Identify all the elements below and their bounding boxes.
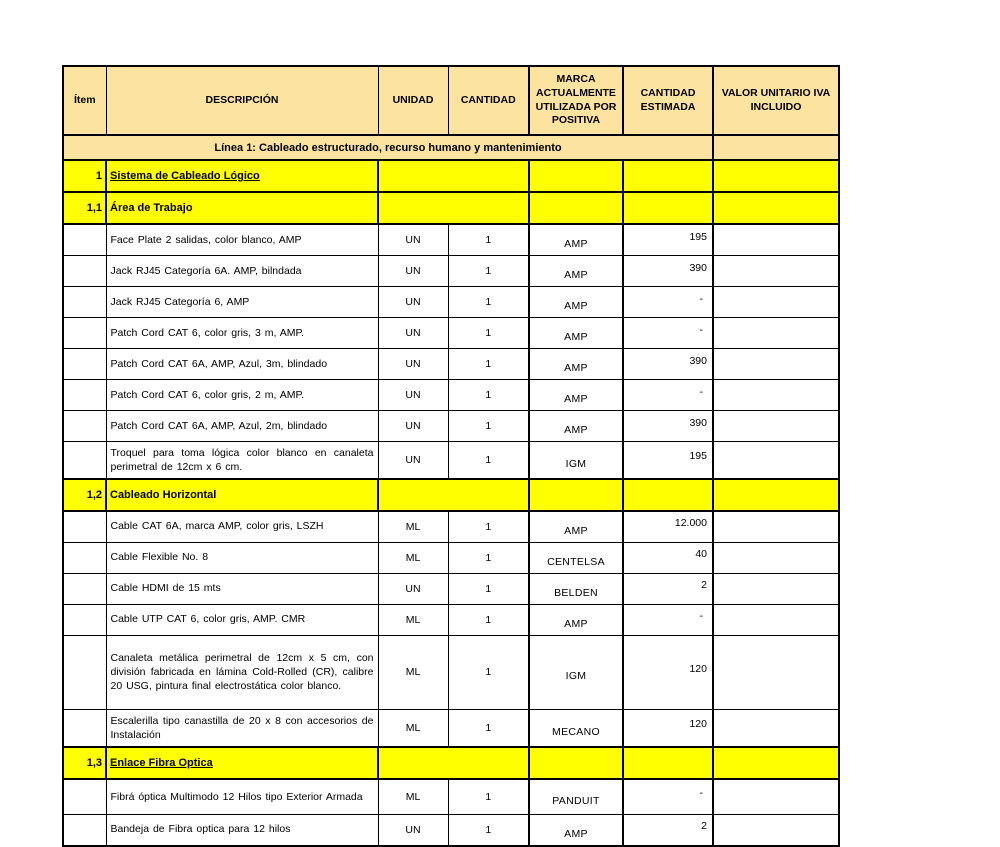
cell-unidad: UN [378, 287, 448, 318]
cell-unidad: ML [378, 511, 448, 543]
cell-valor-unitario [713, 709, 839, 747]
cell-valor-unitario [713, 814, 839, 846]
cell-descripcion: Cable CAT 6A, marca AMP, color gris, LSZH [106, 511, 378, 543]
cell-item-number [63, 779, 106, 814]
cell-marca: AMP [529, 318, 623, 349]
cell-descripcion: Cable HDMI de 15 mts [106, 573, 378, 604]
cell-cantidad-estimada: 195 [623, 224, 713, 256]
table-row [63, 604, 839, 635]
cell-item-number [63, 287, 106, 318]
section-empty-unidad-cantidad [378, 479, 529, 511]
table-row [63, 411, 839, 442]
cell-unidad: ML [378, 604, 448, 635]
section-item-number: 1 [63, 160, 106, 192]
cell-cantidad-estimada: 195 [623, 442, 713, 479]
cell-unidad: ML [378, 709, 448, 747]
section-row [63, 192, 839, 224]
cell-cantidad-estimada: 12.000 [623, 511, 713, 543]
cell-unidad: UN [378, 380, 448, 411]
cell-cantidad-estimada: 2 [623, 814, 713, 846]
section-empty-unidad-cantidad [378, 192, 529, 224]
cell-descripcion: Bandeja de Fibra optica para 12 hilos [106, 814, 378, 846]
cell-valor-unitario [713, 256, 839, 287]
section-empty-unidad-cantidad [378, 160, 529, 192]
cell-valor-unitario [713, 318, 839, 349]
cell-cantidad-estimada: 2 [623, 573, 713, 604]
cell-cantidad-estimada: 40 [623, 542, 713, 573]
table-row [63, 573, 839, 604]
cell-unidad: UN [378, 318, 448, 349]
cell-cantidad: 1 [448, 604, 529, 635]
cell-valor-unitario [713, 380, 839, 411]
section-empty-marca [529, 192, 623, 224]
section-empty-marca [529, 160, 623, 192]
cell-cantidad: 1 [448, 779, 529, 814]
column-header-item: Ítem [63, 66, 106, 135]
cell-unidad: ML [378, 635, 448, 709]
cell-marca: AMP [529, 814, 623, 846]
section-empty-valor [713, 192, 839, 224]
cell-item-number [63, 318, 106, 349]
table-row [63, 256, 839, 287]
cell-descripcion: Cable UTP CAT 6, color gris, AMP. CMR [106, 604, 378, 635]
table-row [63, 318, 839, 349]
cell-valor-unitario [713, 511, 839, 543]
cell-item-number [63, 542, 106, 573]
column-header-cantidad: CANTIDAD [448, 66, 529, 135]
table-row [63, 511, 839, 543]
section-row [63, 479, 839, 511]
cell-unidad: UN [378, 411, 448, 442]
cell-marca: IGM [529, 442, 623, 479]
section-title: Área de Trabajo [106, 192, 378, 224]
table-row [63, 814, 839, 846]
cell-valor-unitario [713, 442, 839, 479]
section-empty-marca [529, 747, 623, 779]
table-row [63, 349, 839, 380]
column-header-unidad: UNIDAD [378, 66, 448, 135]
cell-unidad: ML [378, 542, 448, 573]
cell-descripcion: Patch Cord CAT 6, color gris, 2 m, AMP. [106, 380, 378, 411]
cell-cantidad: 1 [448, 411, 529, 442]
cell-cantidad: 1 [448, 256, 529, 287]
table-row [63, 380, 839, 411]
table-row [63, 709, 839, 747]
banner-title: Línea 1: Cableado estructurado, recurso humano y mantenimiento [63, 135, 713, 160]
cell-item-number [63, 349, 106, 380]
cell-item-number [63, 511, 106, 543]
section-empty-valor [713, 479, 839, 511]
cell-cantidad-estimada: - [623, 779, 713, 814]
column-header-marca: MARCA ACTUALMENTE UTILIZADA POR POSITIVA [529, 66, 623, 135]
column-header-valor-unitario: VALOR UNITARIO IVA INCLUIDO [713, 66, 839, 135]
cell-item-number [63, 411, 106, 442]
section-empty-unidad-cantidad [378, 747, 529, 779]
section-item-number: 1,3 [63, 747, 106, 779]
table-row [63, 779, 839, 814]
cell-marca: AMP [529, 511, 623, 543]
section-empty-estimada [623, 160, 713, 192]
section-title: Cableado Horizontal [106, 479, 378, 511]
cell-valor-unitario [713, 349, 839, 380]
cell-marca: AMP [529, 349, 623, 380]
cell-cantidad: 1 [448, 442, 529, 479]
cell-cantidad-estimada: - [623, 287, 713, 318]
cell-unidad: UN [378, 256, 448, 287]
cell-unidad: ML [378, 779, 448, 814]
cell-cantidad: 1 [448, 709, 529, 747]
cell-descripcion: Canaleta metálica perimetral de 12cm x 5 cm, con división fabricada en lámina Cold-Rolled (CR), calibre 20 USG, pintura final electrostática color blanco. [106, 635, 378, 709]
table-row [63, 542, 839, 573]
cell-cantidad: 1 [448, 511, 529, 543]
cell-item-number [63, 635, 106, 709]
section-empty-valor [713, 160, 839, 192]
cell-cantidad: 1 [448, 287, 529, 318]
section-empty-estimada [623, 747, 713, 779]
cell-valor-unitario [713, 224, 839, 256]
cell-item-number [63, 573, 106, 604]
cell-marca: AMP [529, 287, 623, 318]
cell-cantidad-estimada: - [623, 318, 713, 349]
section-item-number: 1,1 [63, 192, 106, 224]
cell-marca: MECANO [529, 709, 623, 747]
cell-unidad: UN [378, 349, 448, 380]
cell-item-number [63, 224, 106, 256]
cell-marca: AMP [529, 224, 623, 256]
cell-valor-unitario [713, 779, 839, 814]
cell-unidad: UN [378, 442, 448, 479]
section-title: Enlace Fibra Optica [106, 747, 378, 779]
spreadsheet-area [62, 65, 840, 847]
cell-item-number [63, 256, 106, 287]
cell-cantidad-estimada: 390 [623, 349, 713, 380]
cell-cantidad-estimada: 120 [623, 635, 713, 709]
column-header-cantidad-estimada: CANTIDAD ESTIMADA [623, 66, 713, 135]
cell-descripcion: Jack RJ45 Categoría 6, AMP [106, 287, 378, 318]
cell-descripcion: Face Plate 2 salidas, color blanco, AMP [106, 224, 378, 256]
cell-cantidad: 1 [448, 635, 529, 709]
cell-marca: AMP [529, 604, 623, 635]
cell-cantidad-estimada: 390 [623, 256, 713, 287]
cell-unidad: UN [378, 573, 448, 604]
cell-cantidad-estimada: - [623, 604, 713, 635]
cell-marca: AMP [529, 380, 623, 411]
cell-cantidad-estimada: - [623, 380, 713, 411]
cell-valor-unitario [713, 411, 839, 442]
column-header-descripcion: DESCRIPCIÓN [106, 66, 378, 135]
header-row [63, 66, 839, 135]
cell-marca: CENTELSA [529, 542, 623, 573]
cell-cantidad: 1 [448, 814, 529, 846]
section-row [63, 747, 839, 779]
section-title: Sistema de Cableado Lógico [106, 160, 378, 192]
banner-empty-cell [713, 135, 839, 160]
cell-cantidad: 1 [448, 318, 529, 349]
cell-descripcion: Escalerilla tipo canastilla de 20 x 8 con accesorios de Instalación [106, 709, 378, 747]
cell-cantidad: 1 [448, 349, 529, 380]
table-row [63, 442, 839, 479]
cell-descripcion: Patch Cord CAT 6A, AMP, Azul, 2m, blindado [106, 411, 378, 442]
cell-descripcion: Fibrá óptica Multimodo 12 Hilos tipo Exterior Armada [106, 779, 378, 814]
cell-valor-unitario [713, 604, 839, 635]
cell-item-number [63, 380, 106, 411]
cell-valor-unitario [713, 573, 839, 604]
cell-descripcion: Patch Cord CAT 6, color gris, 3 m, AMP. [106, 318, 378, 349]
pricing-table [62, 65, 840, 847]
section-empty-estimada [623, 479, 713, 511]
table-row [63, 224, 839, 256]
cell-item-number [63, 814, 106, 846]
cell-descripcion: Cable Flexible No. 8 [106, 542, 378, 573]
cell-item-number [63, 604, 106, 635]
cell-cantidad: 1 [448, 573, 529, 604]
cell-marca: AMP [529, 411, 623, 442]
table-row [63, 287, 839, 318]
section-empty-marca [529, 479, 623, 511]
cell-valor-unitario [713, 287, 839, 318]
cell-unidad: UN [378, 814, 448, 846]
banner-row [63, 135, 839, 160]
section-item-number: 1,2 [63, 479, 106, 511]
cell-valor-unitario [713, 635, 839, 709]
cell-marca: BELDEN [529, 573, 623, 604]
cell-marca: IGM [529, 635, 623, 709]
section-row [63, 160, 839, 192]
cell-marca: PANDUIT [529, 779, 623, 814]
cell-cantidad: 1 [448, 542, 529, 573]
table-row [63, 635, 839, 709]
cell-descripcion: Troquel para toma lógica color blanco en canaleta perimetral de 12cm x 6 cm. [106, 442, 378, 479]
cell-unidad: UN [378, 224, 448, 256]
cell-cantidad-estimada: 390 [623, 411, 713, 442]
cell-cantidad: 1 [448, 224, 529, 256]
cell-descripcion: Patch Cord CAT 6A, AMP, Azul, 3m, blindado [106, 349, 378, 380]
cell-marca: AMP [529, 256, 623, 287]
cell-descripcion: Jack RJ45 Categoría 6A. AMP, bilndada [106, 256, 378, 287]
cell-valor-unitario [713, 542, 839, 573]
cell-item-number [63, 709, 106, 747]
cell-cantidad: 1 [448, 380, 529, 411]
cell-item-number [63, 442, 106, 479]
section-empty-valor [713, 747, 839, 779]
cell-cantidad-estimada: 120 [623, 709, 713, 747]
section-empty-estimada [623, 192, 713, 224]
